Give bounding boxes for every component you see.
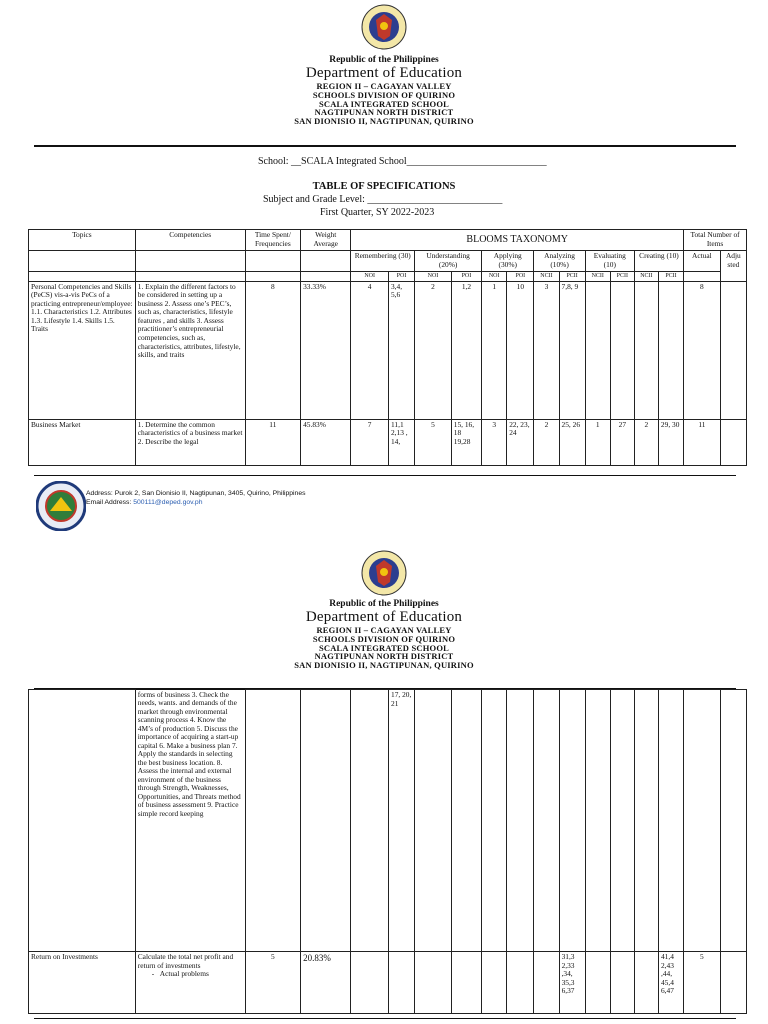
app-poi-cell: 10 (507, 281, 534, 419)
ana-noi-cell: 3 (534, 281, 559, 419)
region-text: REGION II – CAGAYAN VALLEY (316, 624, 452, 635)
school-name-text: SCALA INTEGRATED SCHOOL (318, 98, 450, 109)
header-divider (34, 145, 736, 147)
und-noi-cell: 5 (415, 419, 452, 465)
topic-cell: Return on Investments (29, 952, 136, 1014)
region-text: REGION II – CAGAYAN VALLEY (316, 80, 452, 91)
header-creating: Creating (10) (634, 251, 683, 272)
ana-poi-cell: 7,8, 9 (559, 281, 585, 419)
division-text: SCHOOLS DIVISION OF QUIRINO (312, 633, 456, 644)
eva-poi-cell (610, 281, 634, 419)
sub-pcii: PCII (559, 272, 585, 282)
competency-cell: 1. Explain the different factors to be considered in setting up a business 2. Assess one’s PEC’s, such as, characteristics, lifestyle features , and skills 3. Assess practitioner’s entrepreneurial competencies, such as, characteristics, attributes, lifestyle, skills, and traits (135, 281, 245, 419)
weight-cell: 33.33% (301, 281, 351, 419)
header-understanding: Understanding (20%) (415, 251, 482, 272)
eva-noi-cell (585, 281, 610, 419)
eva-poi-cell: 27 (610, 419, 634, 465)
page1-footer-divider (34, 475, 736, 476)
sub-pcii: PCII (658, 272, 683, 282)
time-cell: 8 (245, 281, 300, 419)
sub-noi: NOI (415, 272, 452, 282)
competency-cell: 1. Determine the common characteristics of a business market 2. Describe the legal (135, 419, 245, 465)
district-text: NAGTIPUNAN NORTH DISTRICT (314, 107, 454, 118)
tos-table-continued (28, 689, 747, 1014)
competency-text: Calculate the total net profit and return of investments (137, 952, 234, 970)
app-poi-cell: 22, 23, 24 (507, 419, 534, 465)
location-text: SAN DIONISIO II, NAGTIPUNAN, QUIRINO (294, 116, 474, 127)
district-text: NAGTIPUNAN NORTH DISTRICT (314, 651, 454, 662)
topic-cell: Business Market (29, 419, 136, 465)
header-actual: Actual (684, 251, 721, 272)
cre-poi-cell: 41,4 2,43 ,44, 45,4 6,47 (658, 952, 683, 1014)
rem-noi-cell: 4 (351, 281, 389, 419)
address-text: Address: Purok 2, San Dionisio II, Nagtipunan, 3405, Quirino, Philippines (86, 490, 306, 497)
sub-item-text: Actual problems (159, 969, 209, 979)
table-row (29, 690, 747, 952)
republic-text: Republic of the Philippines (329, 55, 439, 65)
cre-noi-cell (634, 281, 658, 419)
header-weight: Weight Average (301, 230, 351, 251)
tos-title: TABLE OF SPECIFICATIONS (312, 181, 456, 192)
rem-poi-cell: 17, 20, 21 (389, 690, 415, 952)
topic-cell: Personal Competencies and Skills (PeCS) vis-a-vis PeCs of a practicing entrepreneur/employee: 1.1. Characteristics 1.2. Attributes 1.3. Lifestyle 1.4. Skills 1.5. Traits (29, 281, 136, 419)
rem-poi-cell: 11,1 2,13 , 14, (388, 419, 414, 465)
sub-poi: POI (507, 272, 534, 282)
rem-poi-cell: 3,4, 5,6 (388, 281, 414, 419)
sub-pcii: PCII (610, 272, 634, 282)
sub-ncii: NCII (585, 272, 610, 282)
und-noi-cell: 2 (415, 281, 452, 419)
ana-poi-cell: 31,3 2,33 ,34, 35,3 6,37 (559, 952, 585, 1014)
header-competencies: Competencies (135, 230, 245, 251)
sub-poi: POI (388, 272, 414, 282)
email-link[interactable]: 500111@deped.gov.ph (133, 499, 203, 507)
header-adjusted: Adju sted (720, 251, 746, 282)
sub-noi: NOI (351, 272, 389, 282)
school-name-text: SCALA INTEGRATED SCHOOL (318, 642, 450, 653)
republic-text: Republic of the Philippines (329, 599, 439, 609)
sub-noi: NOI (482, 272, 507, 282)
table-row (29, 419, 747, 465)
competency-cell: forms of business 3. Check the needs, wants. and demands of the market through environmental scanning process 4. Know the 4M’s of production 5. Discuss the importance of acquiring a start-up capital 6. Make a business plan 7. Apply the standards in selecting the best business location. 8. Assess the internal and external environment of the business through Strength, Weaknesses, Opportunities, and Threats method of business assessment 9. Practice simple record keeping (135, 690, 245, 952)
header-evaluating: Evaluating (10) (585, 251, 634, 272)
ana-poi-cell: 25, 26 (559, 419, 585, 465)
dash-icon: - (151, 969, 155, 979)
eva-noi-cell: 1 (585, 419, 610, 465)
school-logo-icon (36, 481, 86, 531)
adjusted-cell (720, 419, 746, 465)
division-text: SCHOOLS DIVISION OF QUIRINO (312, 89, 456, 100)
tos-table (28, 229, 747, 466)
deped-seal-icon (361, 550, 407, 596)
header-blooms: BLOOMS TAXONOMY (351, 230, 684, 251)
table-row (29, 281, 747, 419)
rem-noi-cell: 7 (351, 419, 389, 465)
letterhead (0, 56, 768, 126)
time-cell: 5 (245, 952, 300, 1014)
app-noi-cell: 1 (482, 281, 507, 419)
header-time: Time Spent/ Frequencies (245, 230, 300, 251)
page2-footer-divider (34, 1018, 736, 1019)
und-poi-cell: 15, 16, 18 19,28 (451, 419, 481, 465)
table-row (29, 952, 747, 1014)
header-applying: Applying (30%) (482, 251, 534, 272)
department-title: Department of Education (305, 608, 463, 625)
time-cell: 11 (245, 419, 300, 465)
und-poi-cell: 1,2 (451, 281, 481, 419)
subject-line: Subject and Grade Level: ___________________________ (263, 194, 503, 205)
cre-poi-cell: 29, 30 (658, 419, 683, 465)
cre-noi-cell: 2 (634, 419, 658, 465)
sub-ncii: NCII (534, 272, 559, 282)
school-line: School: __SCALA Integrated School____________________________ (258, 156, 547, 167)
sub-ncii: NCII (634, 272, 658, 282)
competency-cell (135, 952, 245, 1014)
adjusted-cell (720, 281, 746, 419)
weight-cell: 20.83% (301, 952, 351, 1014)
sub-poi: POI (451, 272, 481, 282)
ana-noi-cell: 2 (534, 419, 559, 465)
weight-cell: 45.83% (301, 419, 351, 465)
email-label: Email Address: (86, 499, 132, 507)
email-line (86, 498, 306, 507)
page1-footer (86, 489, 306, 507)
quarter-line: First Quarter, SY 2022-2023 (320, 207, 435, 218)
app-noi-cell: 3 (482, 419, 507, 465)
header-analyzing: Analyzing (10%) (534, 251, 585, 272)
actual-cell: 5 (684, 952, 721, 1014)
letterhead (0, 600, 768, 670)
deped-seal-icon (361, 4, 407, 50)
location-text: SAN DIONISIO II, NAGTIPUNAN, QUIRINO (294, 660, 474, 671)
sub-item (138, 970, 243, 979)
cre-poi-cell (658, 281, 683, 419)
header-remembering: Remembering (30) (351, 251, 415, 272)
header-total: Total Number of Items (684, 230, 747, 251)
department-title: Department of Education (305, 64, 463, 81)
actual-cell: 11 (684, 419, 721, 465)
header-topics: Topics (29, 230, 136, 251)
actual-cell: 8 (684, 281, 721, 419)
